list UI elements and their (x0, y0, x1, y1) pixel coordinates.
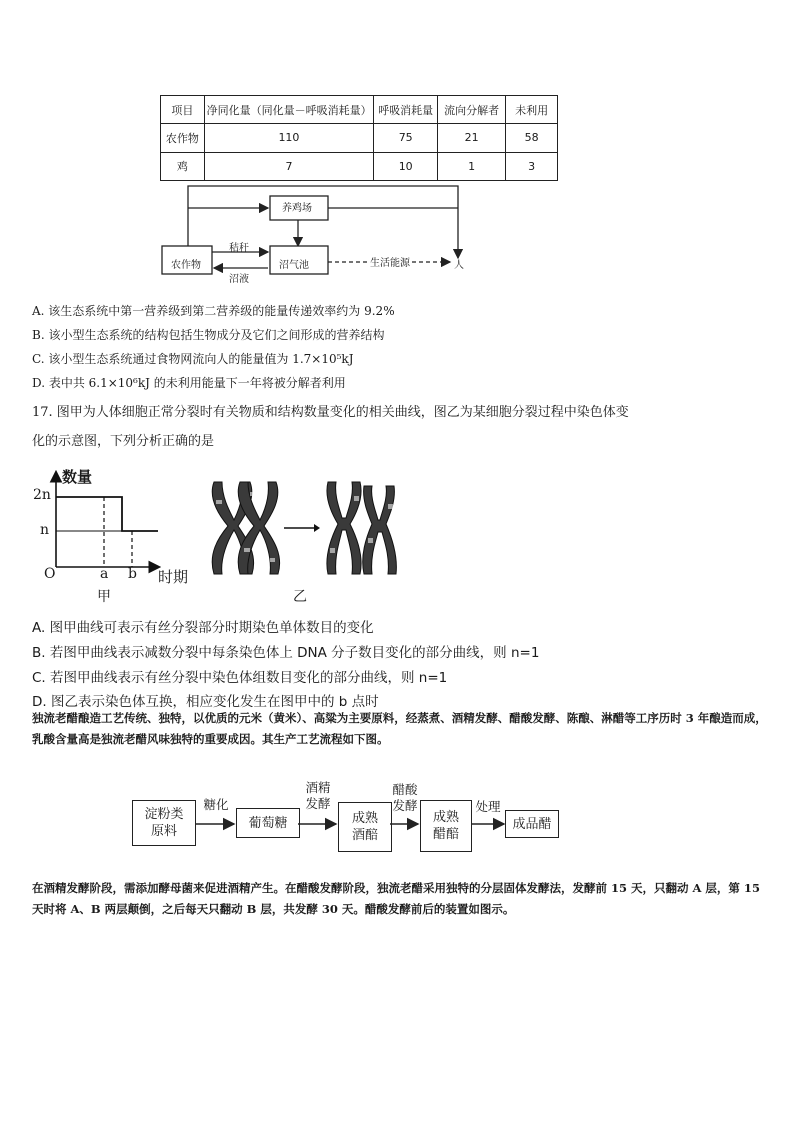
graph-xlabel: 时期 (158, 568, 189, 586)
table-header: 净同化量（同化量－呼吸消耗量） (204, 96, 374, 124)
graph-curve (56, 497, 158, 531)
graph-y-n: n (40, 522, 50, 538)
table-cell: 10 (374, 152, 438, 180)
table-header: 呼吸消耗量 (374, 96, 438, 124)
q17-option-b: B. 若图甲曲线表示减数分裂中每条染色体上 DNA 分子数目变化的部分曲线，则 n=1 (32, 645, 540, 661)
flow-step-acetic-line1: 醋酸 (392, 782, 418, 797)
graph-origin: O (44, 566, 56, 582)
chromosome-figure (200, 478, 400, 578)
table-cell: 农作物 (161, 124, 205, 152)
table-cell: 7 (204, 152, 374, 180)
vinegar-intro: 独流老醋酿造工艺传统、独特，以优质的元米（黄米）、高粱为主要原料，经蒸煮、酒精发酵、醋酸发酵、陈酿、淋醋等工序历时 3 年酿造而成，乳酸含量高是独流老醋风味独特的重要成因。其生产工艺流程如下图。 (32, 711, 767, 746)
energy-label: 生活能源 (368, 254, 412, 269)
flow-box-wine-line1: 成熟 (351, 811, 378, 826)
table-header-row (161, 96, 558, 124)
q17-option-c: C. 若图甲曲线表示有丝分裂中染色体组数目变化的部分曲线，则 n=1 (32, 670, 448, 686)
table-cell: 鸡 (161, 152, 205, 180)
table-row (161, 124, 558, 152)
table-cell: 1 (438, 152, 506, 180)
q16-option-a: A. 该生态系统中第一营养级到第二营养级的能量传递效率约为 9.2% (32, 304, 395, 318)
chicken-farm-label: 养鸡场 (282, 203, 312, 214)
flow-step-saccharify: 糖化 (203, 797, 229, 812)
table-row (161, 152, 558, 180)
table-header: 项目 (161, 96, 205, 124)
flow-box-raw-line2: 原料 (150, 824, 177, 839)
flow-box-glucose-label: 葡萄糖 (248, 815, 288, 831)
slurry-label: 沼液 (229, 274, 249, 285)
flow-box-glucose (236, 808, 300, 838)
q17-stem-line1: 17. 图甲为人体细胞正常分裂时有关物质和结构数量变化的相关曲线，图乙为某细胞分裂过程中染色体变 (32, 405, 629, 420)
table-cell: 75 (374, 124, 438, 152)
graph-ylabel: 数量 (62, 468, 93, 486)
flow-box-mature-wine (338, 802, 392, 852)
table-cell: 58 (506, 124, 558, 152)
q16-option-d: D. 表中共 6.1×10⁶kJ 的未利用能量下一年将被分解者利用 (32, 376, 346, 390)
q16-option-c: C. 该小型生态系统通过食物网流向人的能量值为 1.7×10⁵kJ (32, 352, 354, 366)
flow-box-wine-line2: 酒醅 (351, 828, 378, 843)
table-header: 未利用 (506, 96, 558, 124)
flow-box-mature-vinegar (420, 800, 472, 852)
flow-box-product (505, 810, 559, 838)
food-web-diagram (150, 182, 490, 282)
flow-box-raw (132, 800, 196, 846)
biogas-label: 沼气池 (279, 260, 309, 271)
table-cell: 21 (438, 124, 506, 152)
flow-box-vinegar-line1: 成熟 (432, 810, 459, 825)
flow-step-acetic (388, 782, 422, 814)
graph-caption: 甲 (97, 589, 111, 605)
table-cell: 110 (204, 124, 374, 152)
fig-b-caption: 乙 (293, 589, 307, 605)
flow-step-alcohol-line2: 发酵 (305, 796, 331, 811)
vinegar-outro: 在酒精发酵阶段，需添加酵母菌来促进酒精产生。在醋酸发酵阶段，独流老醋采用独特的分层固体发酵法，发酵前 15 天，只翻动 A 层，第 15 天时将 A、B 两层颠倒，之后每天只翻动 B 层，共发酵 30 天。醋酸发酵前后的装置如图示。 (32, 881, 760, 916)
flow-step-alcohol-line1: 酒精 (305, 780, 331, 795)
flow-step-alcohol (298, 780, 338, 812)
q17-option-d: D. 图乙表示染色体互换，相应变化发生在图甲中的 b 点时 (32, 694, 379, 710)
q16-option-b: B. 该小型生态系统的结构包括生物成分及它们之间形成的营养结构 (32, 328, 385, 342)
flow-step-acetic-line2: 发酵 (392, 798, 418, 813)
straw-label: 秸秆 (229, 243, 249, 254)
graph-jia (30, 465, 220, 605)
graph-tick-b: b (128, 566, 137, 582)
q17-stem-line2: 化的示意图，下列分析正确的是 (32, 434, 215, 449)
energy-table (160, 95, 558, 181)
flow-box-vinegar-line2: 醋醅 (432, 827, 459, 842)
table-header: 流向分解者 (438, 96, 506, 124)
graph-tick-a: a (100, 566, 109, 582)
flow-box-raw-line1: 淀粉类 (144, 807, 184, 822)
human-label: 人 (454, 260, 464, 271)
graph-y-2n: 2n (33, 487, 51, 503)
table-cell: 3 (506, 152, 558, 180)
flow-box-product-label: 成品醋 (512, 816, 552, 832)
crop-label: 农作物 (171, 260, 201, 271)
flow-step-process: 处理 (475, 799, 501, 814)
q17-option-a: A. 图甲曲线可表示有丝分裂部分时期染色单体数目的变化 (32, 620, 374, 636)
